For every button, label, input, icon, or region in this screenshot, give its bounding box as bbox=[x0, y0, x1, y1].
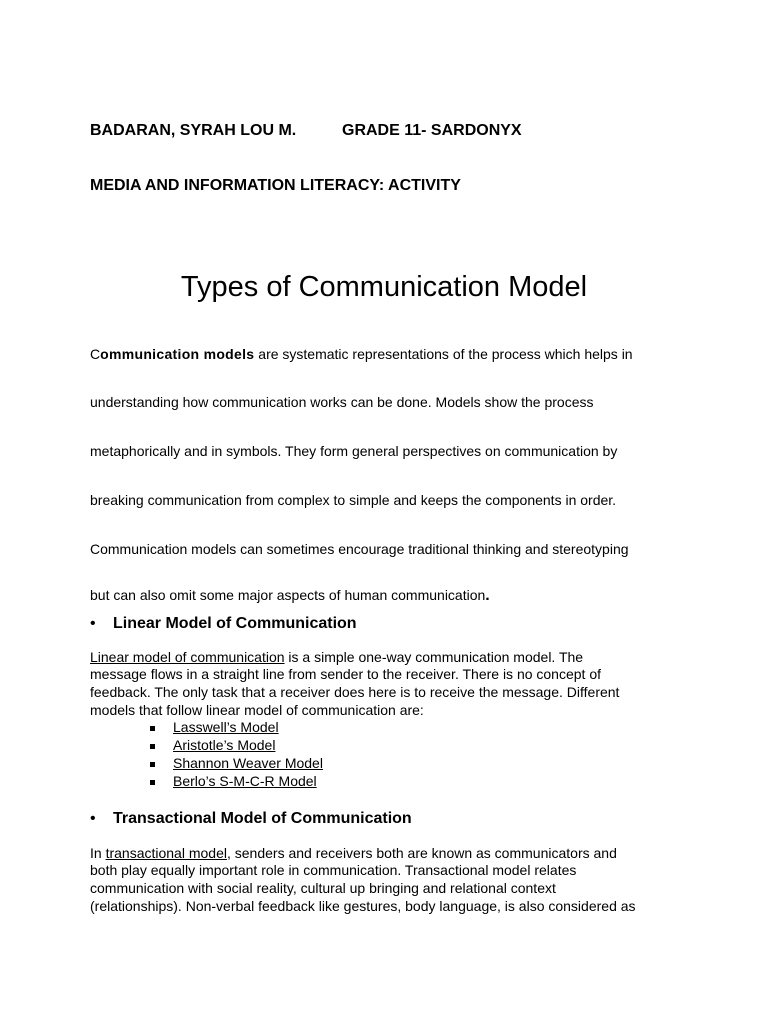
page-title: Types of Communication Model bbox=[180, 271, 588, 303]
transactional-line-1 bbox=[90, 845, 617, 861]
linear-line-4: models that follow linear model of communication are: bbox=[90, 702, 424, 718]
transactional-line-1-rest: , senders and receivers both are known as communicators and bbox=[226, 845, 617, 861]
square-bullet-icon bbox=[150, 762, 155, 767]
linear-line-1-rest: is a simple one-way communication model. The bbox=[284, 649, 584, 665]
square-bullet-icon bbox=[150, 726, 155, 731]
linear-item-berlo[interactable]: Berlo’s S-M-C-R Model bbox=[173, 773, 317, 789]
bullet-icon: • bbox=[90, 615, 96, 632]
linear-heading: Linear Model of Communication bbox=[113, 615, 357, 632]
intro-line-3: metaphorically and in symbols. They form general perspectives on communication by bbox=[90, 443, 618, 459]
intro-line-4: breaking communication from complex to simple and keeps the components in order. bbox=[90, 492, 617, 508]
transactional-heading: Transactional Model of Communication bbox=[113, 810, 412, 827]
subject-heading: MEDIA AND INFORMATION LITERACY: ACTIVITY bbox=[90, 177, 461, 194]
linear-model-link[interactable]: Linear model of communication bbox=[90, 649, 285, 665]
intro-bold-term: ommunication models bbox=[100, 346, 255, 362]
linear-item-aristotle[interactable]: Aristotle’s Model bbox=[173, 737, 276, 753]
linear-item-lasswell[interactable]: Lasswell’s Model bbox=[173, 719, 279, 735]
intro-period: . bbox=[485, 587, 490, 604]
student-name: BADARAN, SYRAH LOU M. bbox=[90, 122, 297, 139]
linear-line-1 bbox=[90, 649, 583, 665]
transactional-prefix: In bbox=[90, 845, 106, 861]
intro-first-letter: C bbox=[90, 346, 101, 362]
transactional-line-4: (relationships). Non-verbal feedback like gestures, body language, is also considered as bbox=[90, 898, 636, 914]
intro-line-6-text: but can also omit some major aspects of human communication bbox=[90, 587, 486, 603]
transactional-line-2: both play equally important role in communication. Transactional model relates bbox=[90, 862, 577, 878]
linear-item-shannon-weaver[interactable]: Shannon Weaver Model bbox=[173, 755, 323, 771]
intro-line-1 bbox=[90, 346, 633, 362]
square-bullet-icon bbox=[150, 780, 155, 785]
intro-line-1-rest: are systematic representations of the process which helps in bbox=[254, 346, 633, 362]
transactional-model-link[interactable]: transactional model bbox=[105, 845, 227, 861]
intro-line-6 bbox=[90, 587, 490, 605]
grade-section: GRADE 11- SARDONYX bbox=[342, 122, 522, 139]
linear-line-3: feedback. The only task that a receiver does here is to receive the message. Different bbox=[90, 684, 620, 700]
linear-line-2: message flows in a straight line from sender to the receiver. There is no concept of bbox=[90, 666, 601, 682]
bullet-icon: • bbox=[90, 810, 96, 827]
square-bullet-icon bbox=[150, 744, 155, 749]
intro-line-5: Communication models can sometimes encourage traditional thinking and stereotyping bbox=[90, 541, 629, 557]
transactional-line-3: communication with social reality, cultural up bringing and relational context bbox=[90, 880, 556, 896]
intro-line-2: understanding how communication works can be done. Models show the process bbox=[90, 394, 594, 410]
